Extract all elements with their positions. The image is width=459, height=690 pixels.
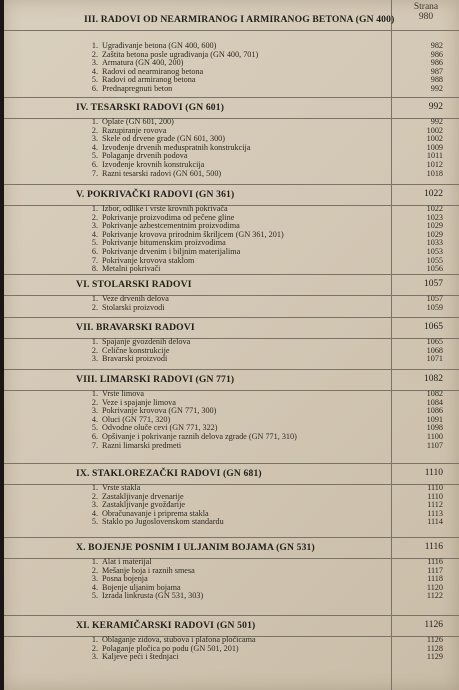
section-heading bbox=[4, 537, 459, 559]
item-page-number: 987 bbox=[430, 66, 443, 76]
item-number: 6. bbox=[91, 84, 98, 93]
item-title: Odvodne oluče cevi (GN 771, 322) bbox=[102, 424, 218, 433]
section-page-number: 1116 bbox=[424, 542, 443, 552]
toc-item bbox=[4, 76, 459, 85]
item-number: 7. bbox=[91, 255, 98, 265]
item-page-number: 982 bbox=[430, 41, 443, 50]
toc-item bbox=[4, 304, 459, 313]
toc-item bbox=[4, 239, 459, 248]
item-title: Bravarski proizvodi bbox=[102, 355, 168, 364]
toc-item bbox=[4, 407, 459, 416]
section-heading bbox=[4, 184, 459, 206]
toc-item bbox=[4, 355, 459, 364]
toc-item bbox=[4, 135, 459, 144]
item-title: Bojenje uljanim bojama bbox=[102, 583, 181, 592]
section-page-number: 1022 bbox=[424, 189, 443, 199]
item-title: Razni limarski predmeti bbox=[102, 441, 182, 450]
strana-label: Strana bbox=[413, 2, 439, 12]
item-number: 4. bbox=[91, 582, 98, 592]
section-page-number: 1082 bbox=[424, 374, 443, 384]
item-number: 3. bbox=[91, 652, 98, 662]
item-title: Pokrivanje krovova staklom bbox=[102, 256, 195, 265]
item-title: Prednapregnuti beton bbox=[102, 85, 173, 93]
item-number: 3. bbox=[91, 406, 98, 416]
item-title: Zaštita betona posle ugrađivanja (GN 400, 701) bbox=[102, 50, 259, 59]
toc-item bbox=[4, 214, 459, 223]
item-number: 2. bbox=[91, 49, 98, 59]
item-title: Pokrivanje krovova (GN 771, 300) bbox=[102, 407, 217, 416]
item-page-number: 1117 bbox=[427, 565, 443, 575]
item-title: Spajanje gvozdenih delova bbox=[102, 338, 191, 346]
toc-item bbox=[4, 575, 459, 584]
toc-item bbox=[4, 144, 459, 153]
item-page-number: 1126 bbox=[426, 635, 443, 644]
item-title: Polaganje pločica po podu (GN 501, 201) bbox=[102, 644, 239, 653]
item-title: Pokrivanje azbestcementnim proizvodima bbox=[102, 222, 240, 231]
item-number: 4. bbox=[91, 229, 98, 239]
item-number: 1. bbox=[91, 557, 98, 566]
item-title: Izvođenje drvenih međuspratnih konstrukcija bbox=[102, 143, 251, 152]
item-number: 8. bbox=[91, 264, 98, 274]
item-title: Pokrivanje krovova prirodnim škriljcem (GN 361, 201) bbox=[102, 230, 284, 239]
item-page-number: 1002 bbox=[426, 134, 443, 144]
item-number: 4. bbox=[91, 142, 98, 152]
item-title: Skele od drvene građe (GN 601, 300) bbox=[102, 135, 226, 144]
section-page-number: 992 bbox=[428, 102, 443, 112]
item-title: Razupiranje rovova bbox=[102, 126, 167, 135]
item-number: 5. bbox=[91, 151, 98, 161]
section-heading bbox=[4, 615, 459, 637]
toc-item bbox=[4, 257, 459, 266]
toc-item bbox=[4, 424, 459, 433]
item-number: 2. bbox=[91, 212, 98, 222]
item-title: Pokrivanje drvenim i biljnim materijalima bbox=[102, 248, 241, 256]
item-number: 3. bbox=[91, 354, 98, 364]
toc-item bbox=[4, 584, 459, 593]
item-page-number: 1118 bbox=[427, 574, 443, 584]
toc-item bbox=[4, 205, 459, 214]
item-title: Kaljeve peći i štednjaci bbox=[102, 653, 179, 662]
item-title: Staklo po Jugoslovenskom standardu bbox=[102, 518, 224, 527]
item-page-number: 1114 bbox=[427, 517, 443, 527]
item-title: Oplate (GN 601, 200) bbox=[102, 118, 174, 126]
section-page-number: 1110 bbox=[424, 468, 443, 478]
item-number: 6. bbox=[91, 160, 98, 169]
item-number: 6. bbox=[91, 432, 98, 441]
toc-item bbox=[4, 518, 459, 527]
item-page-number: 1029 bbox=[426, 229, 443, 239]
item-title: Radovi od armiranog betona bbox=[102, 76, 196, 85]
item-number: 4. bbox=[91, 66, 98, 76]
item-title: Vrste limova bbox=[102, 390, 145, 398]
toc-item bbox=[4, 493, 459, 502]
item-page-number: 992 bbox=[430, 84, 443, 93]
item-page-number: 1128 bbox=[426, 643, 443, 653]
section-heading bbox=[4, 274, 459, 296]
item-number: 1. bbox=[91, 117, 98, 126]
item-page-number: 1065 bbox=[426, 337, 443, 346]
section-heading bbox=[4, 463, 459, 485]
item-page-number: 1107 bbox=[426, 440, 443, 450]
toc-item bbox=[4, 85, 459, 94]
book-page bbox=[4, 0, 459, 690]
item-page-number: 1053 bbox=[426, 247, 443, 256]
item-page-number: 992 bbox=[430, 117, 443, 126]
item-number: 1. bbox=[91, 389, 98, 398]
toc-item bbox=[4, 510, 459, 519]
item-title: Izbor, odlike i vrste krovnih pokrivača bbox=[102, 205, 228, 213]
toc-item bbox=[4, 416, 459, 425]
item-page-number: 1112 bbox=[427, 500, 443, 510]
toc-item bbox=[4, 127, 459, 136]
item-page-number: 1084 bbox=[426, 397, 443, 407]
item-page-number: 1116 bbox=[427, 557, 443, 566]
section-title: VIII. LIMARSKI RADOVI (GN 771) bbox=[76, 374, 235, 385]
item-page-number: 1056 bbox=[426, 264, 443, 274]
toc-item bbox=[4, 59, 459, 68]
item-title: Mešanje boja i raznih smesa bbox=[102, 566, 195, 575]
item-title: Čelične konstrukcije bbox=[102, 346, 170, 355]
item-number: 3. bbox=[91, 574, 98, 584]
item-page-number: 1082 bbox=[426, 389, 443, 398]
item-page-number: 1022 bbox=[426, 204, 443, 213]
item-page-number: 1059 bbox=[426, 302, 443, 312]
section-heading bbox=[4, 10, 459, 31]
toc-item bbox=[4, 338, 459, 347]
item-number: 1. bbox=[91, 635, 98, 644]
toc-item bbox=[4, 592, 459, 601]
item-title: Oluci (GN 771, 320) bbox=[102, 415, 171, 424]
item-page-number: 1011 bbox=[426, 151, 443, 161]
item-page-number: 1023 bbox=[426, 212, 443, 222]
item-title: Stolarski proizvodi bbox=[102, 303, 165, 312]
item-title: Polaganje drvenih podova bbox=[102, 152, 188, 161]
toc-item bbox=[4, 42, 459, 51]
item-page-number: 1018 bbox=[426, 168, 443, 178]
item-title: Metalni pokrivači bbox=[102, 265, 161, 274]
item-title: Obračunavanje i priprema stakla bbox=[102, 509, 209, 518]
item-number: 7. bbox=[91, 168, 98, 178]
item-number: 5. bbox=[91, 75, 98, 85]
toc-item bbox=[4, 152, 459, 161]
section-title: V. POKRIVAČKI RADOVI (GN 361) bbox=[76, 189, 235, 200]
toc-item bbox=[4, 347, 459, 356]
item-page-number: 1071 bbox=[426, 354, 443, 364]
section-title: III. RADOVI OD NEARMIRANOG I ARMIRANOG BETONA (GN 400) bbox=[84, 14, 395, 25]
section-title: VI. STOLARSKI RADOVI bbox=[76, 279, 192, 290]
item-title: Razni tesarski radovi (GN 601, 500) bbox=[102, 169, 222, 178]
item-number: 4. bbox=[91, 508, 98, 518]
item-page-number: 988 bbox=[430, 75, 443, 85]
item-number: 1. bbox=[91, 204, 98, 213]
toc-item bbox=[4, 636, 459, 645]
section-title: IV. TESARSKI RADOVI (GN 601) bbox=[76, 102, 225, 113]
item-number: 1. bbox=[91, 41, 98, 50]
item-page-number: 1122 bbox=[426, 591, 443, 601]
toc-item bbox=[4, 68, 459, 77]
item-page-number: 1086 bbox=[426, 406, 443, 416]
toc-item bbox=[4, 567, 459, 576]
item-title: Radovi od nearmiranog betona bbox=[102, 67, 204, 76]
item-number: 5. bbox=[91, 238, 98, 248]
toc-item bbox=[4, 645, 459, 654]
item-title: Veze i spajanje limova bbox=[102, 398, 176, 407]
item-page-number: 1068 bbox=[426, 345, 443, 355]
item-number: 3. bbox=[91, 58, 98, 68]
item-number: 2. bbox=[91, 397, 98, 407]
item-page-number: 1113 bbox=[427, 508, 443, 518]
item-number: 5. bbox=[91, 591, 98, 601]
toc-item bbox=[4, 501, 459, 510]
item-page-number: 1110 bbox=[427, 491, 443, 501]
toc-item bbox=[4, 399, 459, 408]
toc-item bbox=[4, 248, 459, 257]
item-page-number: 1009 bbox=[426, 142, 443, 152]
item-title: Oblaganje zidova, stubova i plafona pločicama bbox=[102, 636, 256, 644]
toc-item bbox=[4, 295, 459, 304]
item-title: Vrste stakla bbox=[102, 484, 141, 492]
item-number: 2. bbox=[91, 302, 98, 312]
item-title: Armatura (GN 400, 200) bbox=[102, 59, 184, 68]
toc-item bbox=[4, 231, 459, 240]
section-title: X. BOJENJE POSNIM I ULJANIM BOJAMA (GN 531) bbox=[76, 542, 315, 553]
section-page-number: 1057 bbox=[424, 279, 443, 289]
item-number: 7. bbox=[91, 440, 98, 450]
item-number: 1. bbox=[91, 483, 98, 492]
toc-item bbox=[4, 390, 459, 399]
item-title: Pokrivanje bitumenskim proizvodima bbox=[102, 239, 226, 248]
item-page-number: 1033 bbox=[426, 238, 443, 248]
section-page-number: 1126 bbox=[424, 620, 443, 630]
item-title: Ugrađivanje betona (GN 400, 600) bbox=[102, 42, 217, 50]
item-page-number: 1110 bbox=[427, 483, 443, 492]
toc-item bbox=[4, 118, 459, 127]
item-number: 1. bbox=[91, 337, 98, 346]
item-page-number: 1120 bbox=[426, 582, 443, 592]
item-page-number: 1012 bbox=[426, 160, 443, 169]
toc-item bbox=[4, 51, 459, 60]
item-title: Posna bojenja bbox=[102, 575, 148, 584]
toc-item bbox=[4, 653, 459, 662]
item-title: Alat i materijal bbox=[102, 558, 152, 566]
item-number: 3. bbox=[91, 500, 98, 510]
item-page-number: 986 bbox=[430, 49, 443, 59]
toc-item bbox=[4, 558, 459, 567]
item-number: 2. bbox=[91, 125, 98, 135]
item-number: 6. bbox=[91, 247, 98, 256]
toc-item bbox=[4, 170, 459, 179]
toc-item bbox=[4, 433, 459, 442]
toc-item bbox=[4, 222, 459, 231]
item-number: 4. bbox=[91, 414, 98, 424]
toc-item bbox=[4, 442, 459, 451]
section-title: IX. STAKLOREZAČKI RADOVI (GN 681) bbox=[76, 468, 262, 479]
item-page-number: 1029 bbox=[426, 221, 443, 231]
item-page-number: 1091 bbox=[426, 414, 443, 424]
item-page-number: 986 bbox=[430, 58, 443, 68]
item-page-number: 1057 bbox=[426, 294, 443, 303]
item-number: 1. bbox=[91, 294, 98, 303]
item-number: 2. bbox=[91, 345, 98, 355]
section-title: XI. KERAMIČARSKI RADOVI (GN 501) bbox=[76, 620, 256, 631]
item-title: Izrada linkrusta (GN 531, 303) bbox=[102, 592, 204, 601]
item-page-number: 1002 bbox=[426, 125, 443, 135]
item-title: Izvođenje krovnih konstrukcija bbox=[102, 161, 205, 169]
section-heading bbox=[4, 369, 459, 391]
section-heading bbox=[4, 97, 459, 119]
item-page-number: 1100 bbox=[426, 432, 443, 441]
item-title: Opšivanje i pokrivanje raznih delova zgrade (GN 771, 310) bbox=[102, 433, 297, 441]
item-number: 3. bbox=[91, 221, 98, 231]
item-page-number: 1055 bbox=[426, 255, 443, 265]
toc-item bbox=[4, 161, 459, 170]
item-number: 3. bbox=[91, 134, 98, 144]
item-title: Pokrivanje proizvodima od pečene gline bbox=[102, 213, 235, 222]
item-number: 2. bbox=[91, 643, 98, 653]
section-heading bbox=[4, 317, 459, 339]
first-page-number: 980 bbox=[418, 12, 434, 22]
toc-item bbox=[4, 265, 459, 274]
item-page-number: 1129 bbox=[426, 652, 443, 662]
section-page-number: 1065 bbox=[424, 322, 443, 332]
item-title: Veze drvenih delova bbox=[102, 295, 169, 303]
item-number: 2. bbox=[91, 491, 98, 501]
section-title: VII. BRAVARSKI RADOVI bbox=[76, 322, 195, 333]
item-title: Zastakljivanje gvožđarije bbox=[102, 501, 185, 510]
item-number: 2. bbox=[91, 565, 98, 575]
toc-item bbox=[4, 484, 459, 493]
item-title: Zastakljivanje drvenarije bbox=[102, 492, 184, 501]
item-number: 5. bbox=[91, 517, 98, 527]
item-page-number: 1098 bbox=[426, 423, 443, 433]
item-number: 5. bbox=[91, 423, 98, 433]
